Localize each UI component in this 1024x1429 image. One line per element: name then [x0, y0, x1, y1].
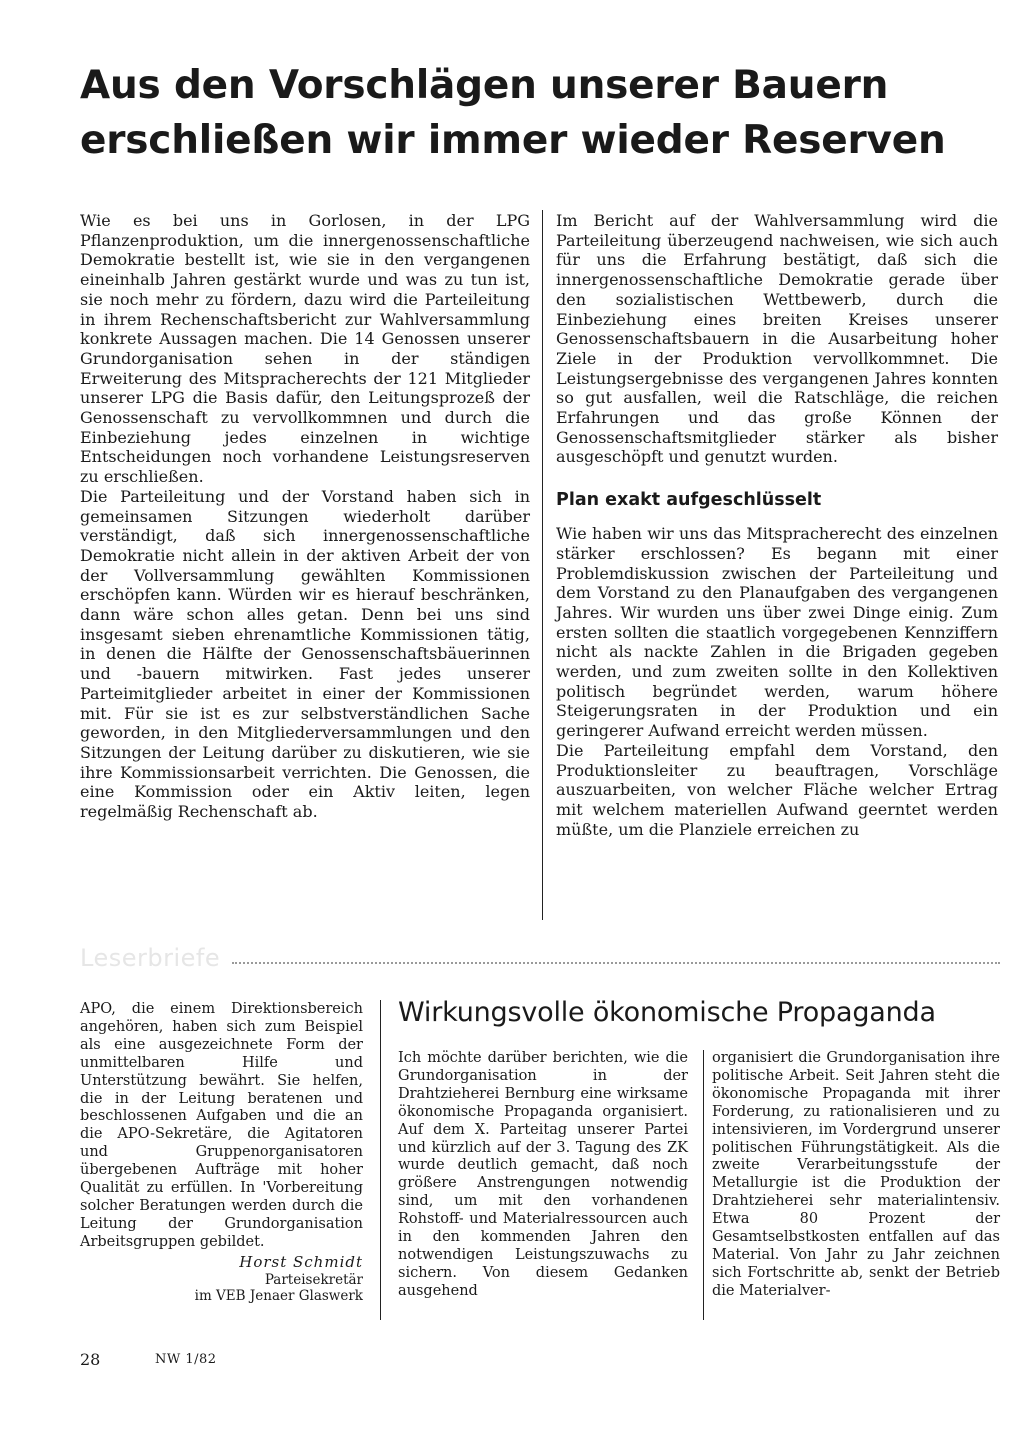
article-subheading: Plan exakt aufgeschlüsselt: [556, 490, 822, 511]
reader-letter-2-column-2: [712, 1050, 1000, 1301]
letter-headline: Wirkungsvolle ökonomische Propaganda: [398, 997, 936, 1028]
column-divider: [380, 1000, 381, 1320]
article-paragraph: Die Parteileitung und der Vorstand haben sich in gemeinsamen Sitzungen wiederholt darüber verständigt, daß sich innergenossenschaftliche Demokratie nicht allein in der aktiven Arbeit der von der Vollversammlung gewählten Kommissionen erschöpfen kann. Würden wir es hierauf beschränken, dann wäre schon alles getan. Denn bei uns sind insgesamt sieben ehrenamtliche Kommissionen tätig, in denen die Hälfte der Genossenschaftsbäuerinnen und -bauern mitwirken. Fast jedes unserer Parteimitglieder arbeitet in einer der Kommissionen mit. Für sie ist es zur selbstverständlichen Sache geworden, in den Mitgliederversammlungen und den Sitzungen der Leitung darüber zu diskutieren, wie sie ihre Kommissionsarbeit verrichten. Die Genossen, die eine Kommission oder ein Aktiv leiten, legen regelmäßig Rechenschaft ab.: [80, 486, 530, 822]
column-divider: [703, 1050, 704, 1320]
reader-letter-2-column-1: [398, 1050, 688, 1301]
article-paragraph: Die Parteileitung empfahl dem Vorstand, den Produktionsleiter zu beauftragen, Vorschläge auszuarbeiten, von welcher Fläche welcher Ertrag mit welchem materiellen Aufwand geerntet werden müßte, um die Planziele erreichen zu: [556, 740, 998, 839]
signature-role: Parteisekretär: [264, 1271, 363, 1288]
article-paragraph: Im Bericht auf der Wahlversammlung wird die Parteileitung überzeugend nachweisen, wie sich auch für uns die Erfahrung bestätigt, daß sich die innergenossenschaftliche Demokratie gerade über den sozialistischen Wettbewerb, durch die Einbeziehung eines breiten Kreises unserer Genossenschaftsbauern in die Ausarbeitung hoher Ziele in der Produktion vervollkommnet. Die Leistungsergebnisse des vergangenen Jahres konnten so gut ausfallen, weil die Ratschläge, die reichen Erfahrungen und das große Können der Genossenschaftsmitglieder stärker als bisher ausgeschöpft und genutzt wurden.: [556, 211, 998, 467]
signature-name: Horst Schmidt: [239, 1252, 363, 1271]
page-number: 28: [80, 1350, 101, 1369]
section-label: Leserbriefe: [80, 944, 221, 972]
section-dotted-rule: [232, 962, 1000, 964]
article-paragraph: Wie haben wir uns das Mitspracherecht des einzelnen stärker erschlossen? Es begann mit einer Problemdiskussion zwischen der Parteileitung und dem Vorstand zu den Planaufgaben des vergangenen Jahres. Wir wurden uns über zwei Dinge einig. Zum ersten sollten die staatlich vorgegebenen Kennziffern nicht als nackte Zahlen in die Brigaden gegeben werden, und zum zweiten sollte in den Kollektiven politisch begründet werden, warum höhere Steigerungsraten in der Produktion und ein geringerer Aufwand erreicht werden müssen.: [556, 524, 998, 741]
article-column-right: [556, 211, 998, 839]
reader-letter-1: [80, 1001, 363, 1304]
article-paragraph: Wie es bei uns in Gorlosen, in der LPG Pflanzenproduktion, um die innergenossenschaftliche Demokratie bestellt ist, wie sie in den vergangenen eineinhalb Jahren gestärkt wurde und was zu tun ist, sie noch mehr zu fördern, dazu wird die Parteileitung in ihrem Rechenschaftsbericht zur Wahlversammlung konkrete Aussagen machen. Die 14 Genossen unserer Grundorganisation sehen in der ständigen Erweiterung des Mitspracherechts der 121 Mitglieder unserer LPG die Basis dafür, den Leitungsprozeß der Genossenschaft zu vervollkommnen und durch die Einbeziehung jedes einzelnen in wichtige Entscheidungen noch vorhandene Leistungsreserven zu erschließen.: [80, 211, 530, 487]
letter-text: APO, die einem Direktionsbereich angehören, haben sich zum Beispiel als eine ausgezeichnete Form der unmittelbaren Hilfe und Unterstützung bewährt. Sie helfen, die in der Leitung beratenen und beschlossenen Aufgaben und die an die APO-Sekretäre, die Agitatoren und Gruppenorganisatoren übergebenen Aufträge mit hoher Qualität zu erfüllen. In 'Vorbereitung solcher Beratungen werden durch die Leitung der Grundorganisation Arbeitsgruppen gebildet.: [80, 1001, 363, 1250]
signature-organization: im VEB Jenaer Glaswerk: [194, 1287, 363, 1304]
letter-text: Ich möchte darüber berichten, wie die Grundorganisation in der Drahtzieherei Bernburg eine wirksame ökonomische Propaganda organisiert. Auf dem X. Parteitag unserer Partei und kürzlich auf der 3. Tagung des ZK wurde deutlich gemacht, daß noch größere Anstrengungen notwendig sind, um mit den vorhandenen Rohstoff- und Materialressourcen auch in den kommenden Jahren den notwendigen Leistungszuwachs zu sichern. Von diesem Gedanken ausgehend: [398, 1050, 688, 1299]
page-headline: Aus den Vorschlägen unserer Bauern erschließen wir immer wieder Reserven: [80, 63, 946, 163]
article-column-left: [80, 211, 530, 822]
letter-text: organisiert die Grundorganisation ihre politische Arbeit. Seit Jahren steht die ökonomische Propaganda mit ihrer Forderung, zu rationalisieren und zu intensivieren, im Vordergrund unserer politischen Führungstätigkeit. Als die zweite Verarbeitungsstufe der Metallurgie ist die Produktion der Drahtzieherei sehr materialintensiv. Etwa 80 Prozent der Gesamtselbstkosten entfallen auf das Material. Von Jahr zu Jahr zeichnen sich Fortschritte ab, senkt der Betrieb die Materialver-: [712, 1050, 1000, 1299]
issue-label: NW 1/82: [155, 1352, 217, 1367]
column-divider: [542, 210, 543, 920]
